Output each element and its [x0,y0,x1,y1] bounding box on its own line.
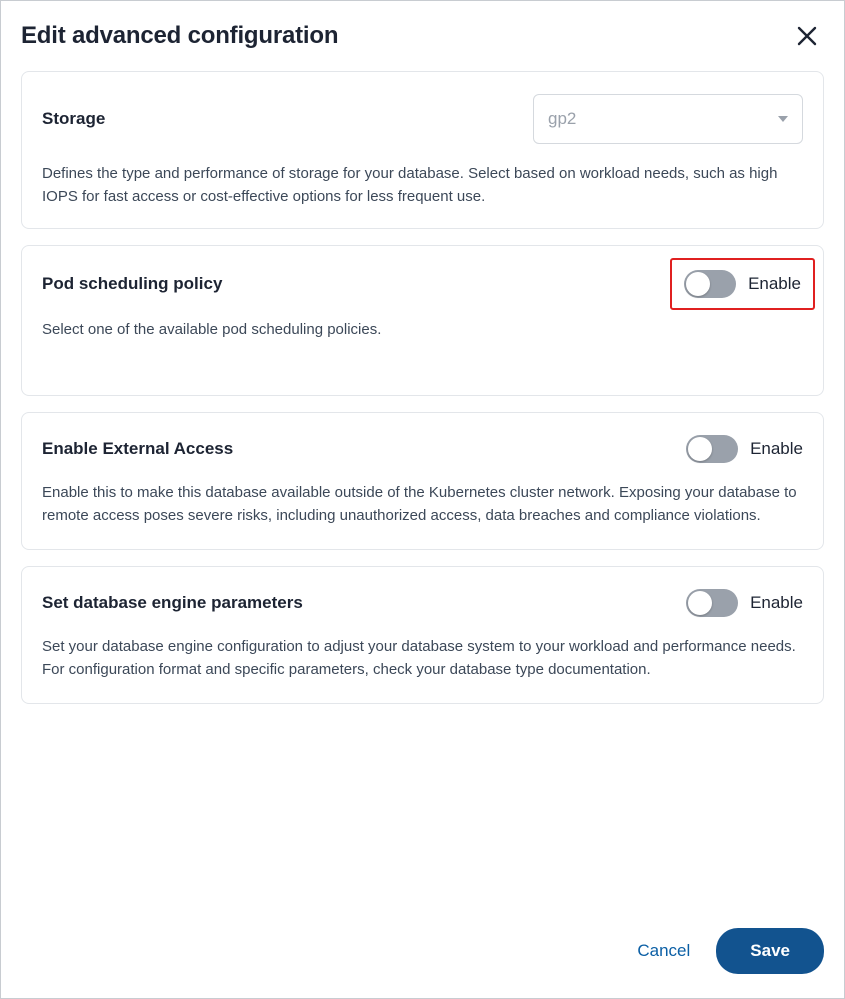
toggle-label: Enable [750,439,803,458]
section-description: Set your database engine configuration to adjust your database system to your workload and performance needs. For configuration format and specific parameters, check your database type documentation. [42,638,796,678]
cancel-button[interactable]: Cancel [633,933,694,969]
section-storage-header [42,94,803,144]
engine-parameters-toggle[interactable] [686,589,738,617]
section-title: Enable External Access [42,439,234,458]
chevron-down-icon [778,116,788,122]
section-description: Select one of the available pod scheduling policies. [42,321,382,338]
section-description: Enable this to make this database available outside of the Kubernetes cluster network. Exposing your database to remote access poses severe risks, including unauthorized access, data breaches and compliance violations. [42,484,797,524]
toggle-knob [686,272,710,296]
section-storage [21,71,824,229]
toggle-knob [688,591,712,615]
engine-parameters-toggle-group[interactable] [686,589,803,617]
external-access-toggle-group[interactable] [686,435,803,463]
external-access-toggle[interactable] [686,435,738,463]
section-pod-scheduling-policy [21,245,824,396]
section-title: Set database engine parameters [42,593,303,612]
pod-scheduling-toggle-group[interactable] [670,258,815,310]
dialog-body [21,59,824,906]
section-title: Storage [42,109,106,128]
toggle-knob [688,437,712,461]
section-database-engine-parameters-header [42,589,803,617]
dialog-footer [21,906,824,998]
dialog-header [21,1,824,59]
save-button[interactable]: Save [716,928,824,974]
storage-type-value: gp2 [548,109,577,128]
page-title: Edit advanced configuration [21,22,339,49]
section-pod-scheduling-policy-header [42,268,803,300]
section-enable-external-access-header [42,435,803,463]
storage-type-select[interactable] [533,94,803,144]
pod-scheduling-toggle[interactable] [684,270,736,298]
section-enable-external-access [21,412,824,550]
close-icon[interactable] [790,19,824,53]
section-title: Pod scheduling policy [42,274,223,293]
toggle-label: Enable [748,274,801,293]
section-database-engine-parameters [21,566,824,704]
section-description: Defines the type and performance of storage for your database. Select based on workload needs, such as high IOPS for fast access or cost-effective options for less frequent use. [42,165,778,205]
toggle-label: Enable [750,593,803,612]
